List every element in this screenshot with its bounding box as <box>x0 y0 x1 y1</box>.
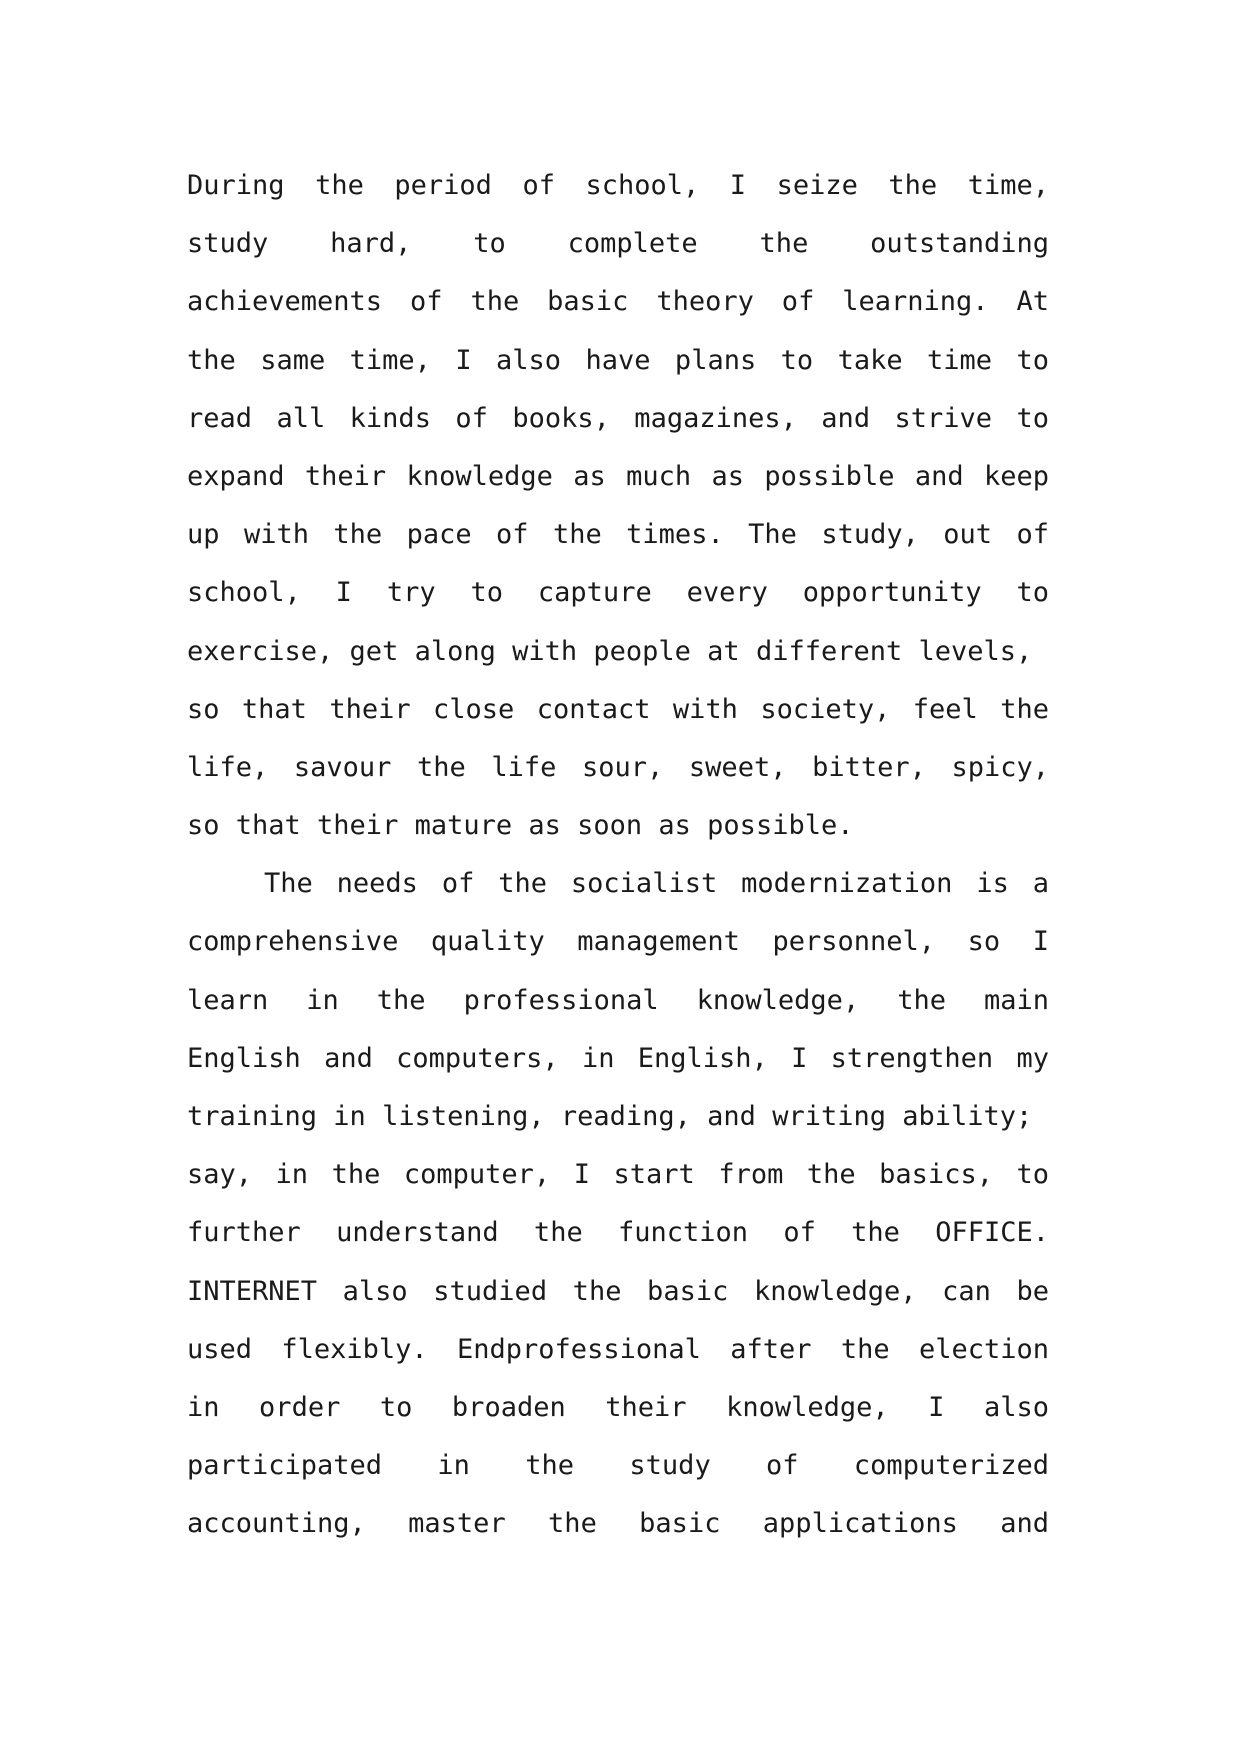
paragraph-1-line-8: school, I try to capture every opportunity to <box>187 577 1049 609</box>
paragraph-2-line-4: English and computers, in English, I strengthen my <box>187 1042 1049 1074</box>
paragraph-1-line-10: so that their close contact with society, feel the <box>187 693 1049 725</box>
paragraph-2-line-6: say, in the computer, I start from the basics, to <box>187 1159 1049 1191</box>
paragraph-2-line-10: in order to broaden their knowledge, I also <box>187 1391 1049 1423</box>
paragraph-2-line-11: participated in the study of computerized <box>187 1450 1049 1482</box>
paragraph-2-line-5: training in listening, reading, and writing ability; <box>187 1101 1033 1132</box>
paragraph-1-line-6: expand their knowledge as much as possible and keep <box>187 460 1049 492</box>
paragraph-1-line-12: so that their mature as soon as possible. <box>187 810 854 842</box>
paragraph-2-line-9: used flexibly. Endprofessional after the election <box>187 1333 1049 1365</box>
paragraph-1-line-9: exercise, get along with people at different levels, <box>187 635 1033 667</box>
paragraph-2-line-7: further understand the function of the OFFICE. <box>187 1217 1049 1249</box>
paragraph-2-line-8: INTERNET also studied the basic knowledge, can be <box>187 1275 1049 1307</box>
paragraph-1-line-5: read all kinds of books, magazines, and strive to <box>187 402 1049 434</box>
paragraph-1-line-3: achievements of the basic theory of learning. At <box>187 286 1049 318</box>
paragraph-1-line-7: up with the pace of the times. The study, out of <box>187 519 1049 551</box>
paragraph-1-line-2: study hard, to complete the outstanding <box>187 228 1049 260</box>
paragraph-1-line-11: life, savour the life sour, sweet, bitter, spicy, <box>187 751 1049 783</box>
paragraph-2-line-3: learn in the professional knowledge, the main <box>187 984 1049 1016</box>
paragraph-2-line-2: comprehensive quality management personnel, so I <box>187 926 1049 958</box>
paragraph-2-line-12: accounting, master the basic applications and <box>187 1508 1049 1540</box>
paragraph-1-line-1: During the period of school, I seize the time, <box>187 170 1049 201</box>
paragraph-1-line-4: the same time, I also have plans to take time to <box>187 344 1049 376</box>
paragraph-2-line-1: The needs of the socialist modernization is a <box>264 868 1049 900</box>
document-body <box>187 157 1049 1554</box>
